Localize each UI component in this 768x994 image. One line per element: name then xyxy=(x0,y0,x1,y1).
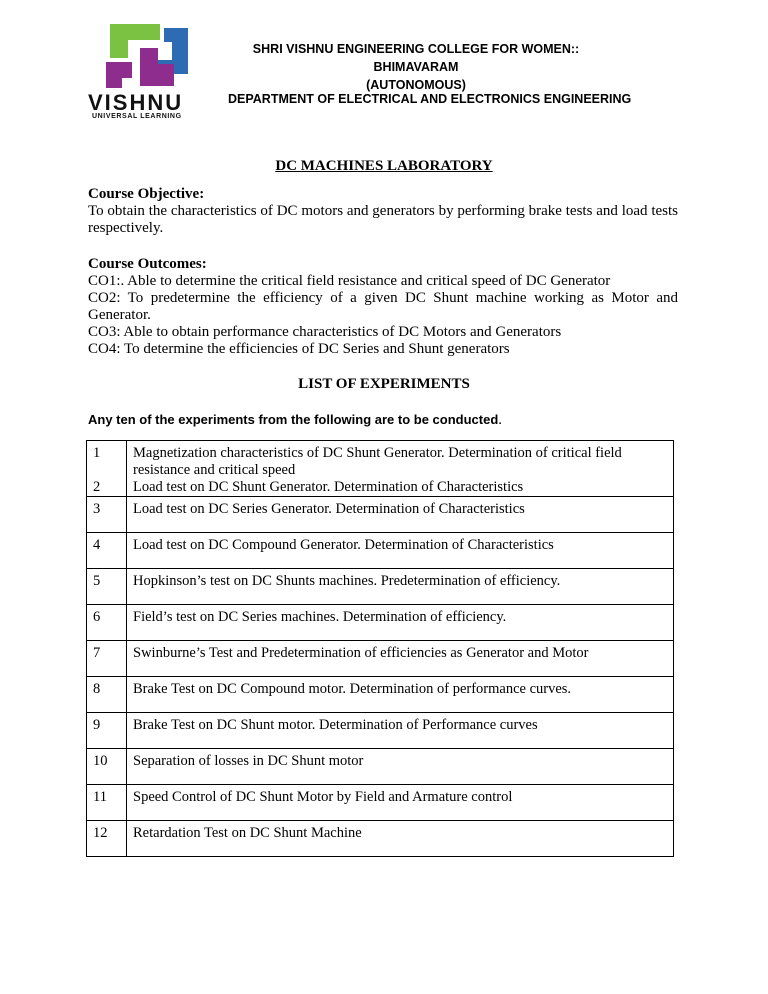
experiments-table xyxy=(86,440,674,857)
experiment-description: Load test on DC Compound Generator. Determination of Characteristics xyxy=(127,533,674,569)
outcome-item: CO2: To predetermine the efficiency of a given DC Shunt machine working as Motor and Generator. xyxy=(88,290,678,323)
course-objective-section xyxy=(88,186,678,237)
experiment-description: Field’s test on DC Series machines. Determination of efficiency. xyxy=(127,605,674,641)
table-row xyxy=(87,749,674,785)
experiment-description: Load test on DC Series Generator. Determination of Characteristics xyxy=(127,497,674,533)
experiment-number: 10 xyxy=(87,749,127,785)
experiment-description: Speed Control of DC Shunt Motor by Field and Armature control xyxy=(127,785,674,821)
experiment-description: Magnetization characteristics of DC Shunt Generator. Determination of critical field resistance and critical speed xyxy=(133,445,622,478)
table-row xyxy=(87,677,674,713)
course-objective-body: To obtain the characteristics of DC motors and generators by performing brake tests and load tests respectively. xyxy=(88,203,678,236)
table-row xyxy=(87,713,674,749)
experiment-number: 2 xyxy=(93,479,101,495)
logo-tagline: UNIVERSAL LEARNING xyxy=(92,113,182,120)
table-row xyxy=(87,821,674,857)
experiment-description: Swinburne’s Test and Predetermination of efficiencies as Generator and Motor xyxy=(127,641,674,677)
logo-purple-shape-right xyxy=(140,48,174,86)
table-row xyxy=(87,533,674,569)
outcome-item: CO3: Able to obtain performance characteristics of DC Motors and Generators xyxy=(88,324,562,340)
logo-purple-shape-left xyxy=(106,62,132,88)
table-row xyxy=(87,641,674,677)
experiment-description: Brake Test on DC Shunt motor. Determination of Performance curves xyxy=(127,713,674,749)
experiment-description-cell xyxy=(127,441,674,497)
course-objective-heading: Course Objective: xyxy=(88,186,205,202)
logo-wordmark: VISHNU xyxy=(88,90,184,115)
table-row xyxy=(87,785,674,821)
outcome-item: CO4: To determine the efficiencies of DC Series and Shunt generators xyxy=(88,341,510,357)
experiment-number: 5 xyxy=(87,569,127,605)
college-name-line1: SHRI VISHNU ENGINEERING COLLEGE FOR WOMEN:: BHIMAVARAM xyxy=(252,42,580,74)
experiment-number: 11 xyxy=(87,785,127,821)
table-row xyxy=(87,441,674,497)
experiment-description: Separation of losses in DC Shunt motor xyxy=(127,749,674,785)
experiment-number: 4 xyxy=(87,533,127,569)
experiments-note xyxy=(88,412,688,429)
experiment-description: Load test on DC Shunt Generator. Determination of Characteristics xyxy=(133,479,524,495)
page-header xyxy=(0,0,768,130)
department-name: DEPARTMENT OF ELECTRICAL AND ELECTRONICS ENGINEERING xyxy=(228,92,632,106)
outcome-item: CO1:. Able to determine the critical field resistance and critical speed of DC Generator xyxy=(88,273,611,289)
experiment-number: 3 xyxy=(87,497,127,533)
experiment-number: 12 xyxy=(87,821,127,857)
experiment-number: 6 xyxy=(87,605,127,641)
experiment-description: Brake Test on DC Compound motor. Determination of performance curves. xyxy=(127,677,674,713)
experiments-table-body xyxy=(87,441,674,857)
experiments-heading: LIST OF EXPERIMENTS xyxy=(298,376,470,392)
experiment-number: 9 xyxy=(87,713,127,749)
table-row xyxy=(87,497,674,533)
experiments-note-period: . xyxy=(498,412,503,428)
experiment-number: 7 xyxy=(87,641,127,677)
college-name xyxy=(216,40,616,94)
experiment-number: 8 xyxy=(87,677,127,713)
experiment-number-cell xyxy=(87,441,127,497)
college-name-line2: (AUTONOMOUS) xyxy=(366,78,466,92)
experiment-description: Retardation Test on DC Shunt Machine xyxy=(127,821,674,857)
experiments-note-text: Any ten of the experiments from the following are to be conducted xyxy=(88,412,499,427)
experiment-description: Hopkinson’s test on DC Shunts machines. Predetermination of efficiency. xyxy=(127,569,674,605)
experiment-number: 1 xyxy=(93,445,101,461)
course-outcomes-heading: Course Outcomes: xyxy=(88,256,207,272)
table-row xyxy=(87,605,674,641)
course-objective-text xyxy=(88,203,678,237)
table-row xyxy=(87,569,674,605)
page-title: DC MACHINES LABORATORY xyxy=(275,158,493,174)
course-outcomes-section xyxy=(88,256,678,358)
